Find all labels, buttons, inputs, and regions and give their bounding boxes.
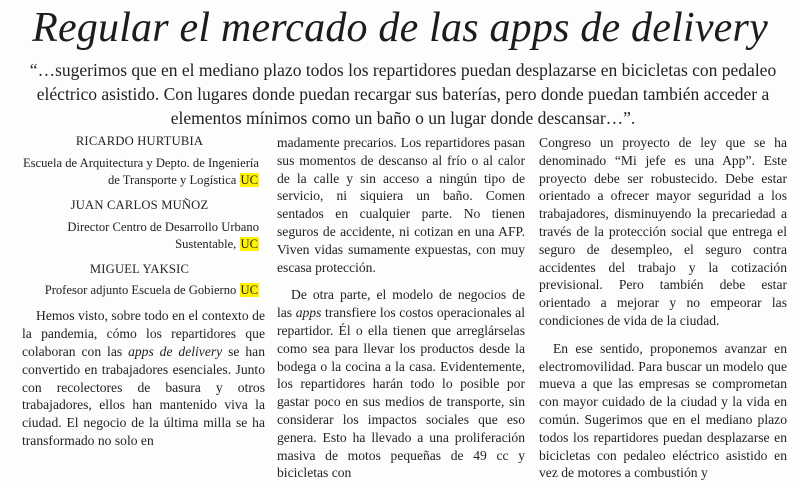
author-name: MIGUEL YAKSIC xyxy=(89,261,190,276)
column-2 xyxy=(277,134,525,482)
column-1 xyxy=(22,133,265,450)
uc-highlight: UC xyxy=(240,236,258,251)
body-paragraph: En ese sentido, proponemos avanzar en electromovilidad. Para buscar un modelo que mueva a que las empresas se comprometan con mayor cuidado de la ciudad y la vida en común. Sugerimos que en el mediano plazo todos los repartidores puedan desplazarse en bicicletas con pedaleo eléctrico asistido en vez de motores a combustión y xyxy=(539,340,787,481)
author-affiliation: Director Centro de Desarrollo Urbano Sustentable, UC xyxy=(67,219,259,251)
uc-highlight: UC xyxy=(240,172,258,187)
author-block-3 xyxy=(22,261,265,300)
body-paragraph: Congreso un proyecto de ley que se ha denominado “Mi jefe es una App”. Este proyecto debe ser robustecido. Debe estar orientado a ofrecer mayor seguridad a los trabajadores, disminuyendo la precariedad a través de la protección social que entrega el seguro de desempleo, el seguro contra accidentes del trabajo y la cotización previsional. Pero también debe estar orientado a mejorar y no empeorar las condiciones de vida de la ciudad. xyxy=(539,135,787,328)
body-paragraph: madamente precarios. Los repartidores pasan sus momentos de descanso al frío o al calor de la calle y sin acceso a ningún tipo de servicio, ni siquiera un baño. Comen sentados en cualquier parte. No tienen seguros de accidente, ni cotizan en una AFP. Viven vidas sumamente expuestas, con muy escasa protección. xyxy=(277,135,525,275)
body-paragraph: Hemos visto, sobre todo en el contexto de la pandemia, cómo los repartidores que colaboran con las apps de delivery se han convertido en trabajadores esenciales. Junto con recolectores de basura y otros trabajadores, ellos han mantenido viva la ciudad. El negocio de la última milla se ha transformado no solo en xyxy=(22,308,265,448)
author-name: JUAN CARLOS MUÑOZ xyxy=(70,197,209,212)
body-paragraph: De otra parte, el modelo de negocios de las apps transfiere los costos operacionales al repartidor. Él o ella tienen que arreglárselas como sea para llevar los productos desde la bodega o la cocina a la casa. Evidentemente, los repartidores harán todo lo posible por gastar poco en sus medios de transporte, sin considerar los impactos sociales que eso genera. Esto ha llevado a una proliferación masiva de motos pequeñas de 49 cc y bicicletas con xyxy=(277,287,525,481)
column-3 xyxy=(539,134,787,482)
uc-highlight: UC xyxy=(240,283,258,298)
author-name: RICARDO HURTUBIA xyxy=(75,134,204,148)
author-affiliation: Escuela de Arquitectura y Depto. de Ingeniería de Transporte y Logística UC xyxy=(22,155,259,187)
headline: Regular el mercado de las apps de delivery xyxy=(32,5,768,51)
author-affiliation: Profesor adjunto Escuela de Gobierno UC xyxy=(44,283,258,298)
pull-quote: “…sugerimos que en el mediano plazo todos los repartidores puedan desplazarse en bicicletas con pedaleo eléctrico asistido. Con lugares donde puedan recargar sus baterías, pero donde puedan también acceder a elementos mínimos como un baño o un lugar donde descansar…”. xyxy=(29,60,777,128)
author-block-2 xyxy=(22,197,265,253)
author-block-1 xyxy=(22,133,265,189)
